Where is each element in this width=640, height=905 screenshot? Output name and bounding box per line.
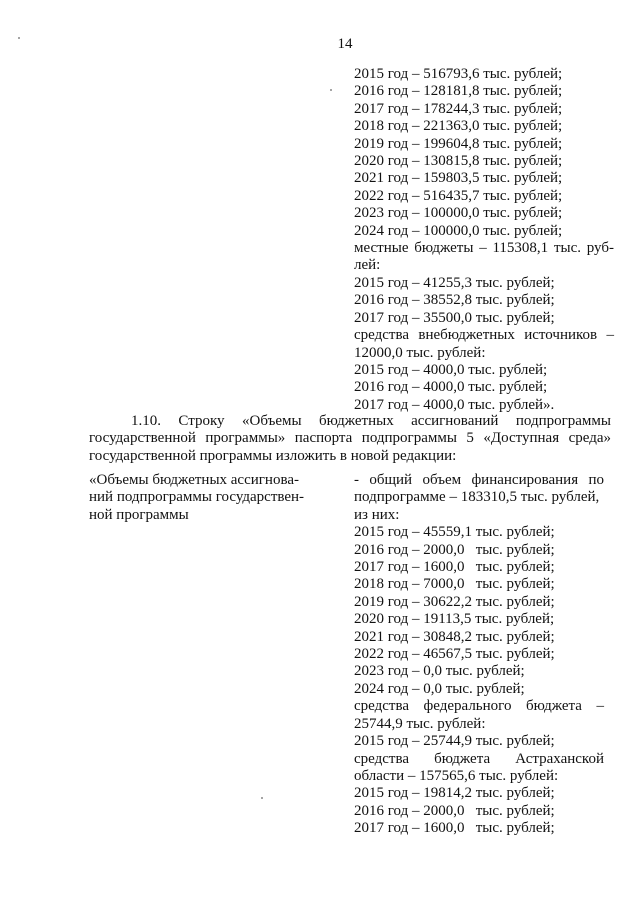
total-year-line: 2015 год – 45559,1 тыс. рублей; [354, 524, 555, 541]
total-year-line: 2024 год – 0,0 тыс. рублей; [354, 680, 525, 697]
total-year-line: 2018 год – 7000,0 тыс. рублей; [354, 576, 555, 593]
funding-year-line: 2015 год – 516793,6 тыс. рублей; [354, 66, 563, 82]
federal-budget-heading: средства федерального бюджета – [354, 698, 604, 715]
total-year-line: 2023 год – 0,0 тыс. рублей; [354, 663, 525, 680]
regional-budget-heading: средства бюджета Астраханской [354, 750, 604, 767]
total-year-line: 2019 год – 30622,2 тыс. рублей; [354, 593, 555, 610]
local-budget-year-line: 2015 год – 41255,3 тыс. рублей; [354, 274, 555, 291]
local-budget-year-line: 2017 год – 35500,0 тыс. рублей; [354, 309, 555, 326]
local-budget-heading-cont: лей: [354, 257, 381, 274]
total-year-line: 2020 год – 19113,5 тыс. рублей; [354, 611, 555, 628]
total-funding-heading-cont: подпрограмме – 183310,5 тыс. рублей, [354, 489, 600, 506]
extrabudget-year-line: 2016 год – 4000,0 тыс. рублей; [354, 379, 548, 396]
scan-speck [18, 37, 20, 39]
passport-row-label-line: «Объемы бюджетных ассигнова- [89, 472, 299, 488]
total-year-line: 2016 год – 2000,0 тыс. рублей; [354, 541, 555, 558]
funding-year-line: 2018 год – 221363,0 тыс. рублей; [354, 118, 563, 135]
extrabudget-year-line: 2017 год – 4000,0 тыс. рублей». [354, 396, 555, 413]
funding-year-line: 2019 год – 199604,8 тыс. рублей; [354, 135, 563, 152]
scan-speck [330, 89, 332, 91]
amendment-paragraph-text: 1.10. Строку «Объемы бюджетных ассигнований подпрограммы государственной программы» паспорта подпрограммы 5 «Доступная среда» государственной программы изложить в новой редакции: [89, 413, 611, 464]
extrabudget-heading-cont: 12000,0 тыс. рублей: [354, 344, 486, 361]
funding-year-line: 2024 год – 100000,0 тыс. рублей; [354, 222, 563, 239]
federal-year-line: 2015 год – 25744,9 тыс. рублей; [354, 733, 555, 750]
funding-year-line: 2022 год – 516435,7 тыс. рублей; [354, 187, 563, 204]
funding-year-line: 2017 год – 178244,3 тыс. рублей; [354, 100, 563, 117]
funding-year-line: 2023 год – 100000,0 тыс. рублей; [354, 205, 563, 222]
total-funding-heading-cont: из них: [354, 506, 400, 523]
passport-row-label-line: ний подпрограммы государствен- [89, 489, 305, 506]
passport-row-values [354, 472, 604, 838]
regional-year-line: 2016 год – 2000,0 тыс. рублей; [354, 802, 555, 819]
federal-budget-heading-cont: 25744,9 тыс. рублей: [354, 715, 486, 732]
funding-year-line: 2016 год – 128181,8 тыс. рублей; [354, 83, 563, 100]
passport-row-label-line: ной программы [89, 506, 189, 523]
total-year-line: 2017 год – 1600,0 тыс. рублей; [354, 559, 555, 576]
passport-row-label [89, 472, 325, 524]
regional-budget-heading-cont: области – 157565,6 тыс. рублей: [354, 767, 559, 784]
total-year-line: 2022 год – 46567,5 тыс. рублей; [354, 646, 555, 663]
scan-speck [261, 797, 263, 799]
funding-year-line: 2021 год – 159803,5 тыс. рублей; [354, 170, 563, 187]
regional-year-line: 2017 год – 1600,0 тыс. рублей; [354, 820, 555, 837]
regional-year-line: 2015 год – 19814,2 тыс. рублей; [354, 785, 555, 802]
extrabudget-year-line: 2015 год – 4000,0 тыс. рублей; [354, 361, 548, 378]
amendment-paragraph [89, 413, 611, 465]
page-number: 14 [337, 36, 353, 52]
local-budget-heading: местные бюджеты – 115308,1 тыс. руб- [354, 240, 614, 257]
total-funding-heading: - общий объем финансирования по [354, 472, 604, 488]
total-year-line: 2021 год – 30848,2 тыс. рублей; [354, 628, 555, 645]
funding-continuation-column [354, 66, 614, 414]
extrabudget-heading: средства внебюджетных источников – [354, 327, 614, 344]
local-budget-year-line: 2016 год – 38552,8 тыс. рублей; [354, 292, 555, 309]
funding-year-line: 2020 год – 130815,8 тыс. рублей; [354, 153, 563, 170]
